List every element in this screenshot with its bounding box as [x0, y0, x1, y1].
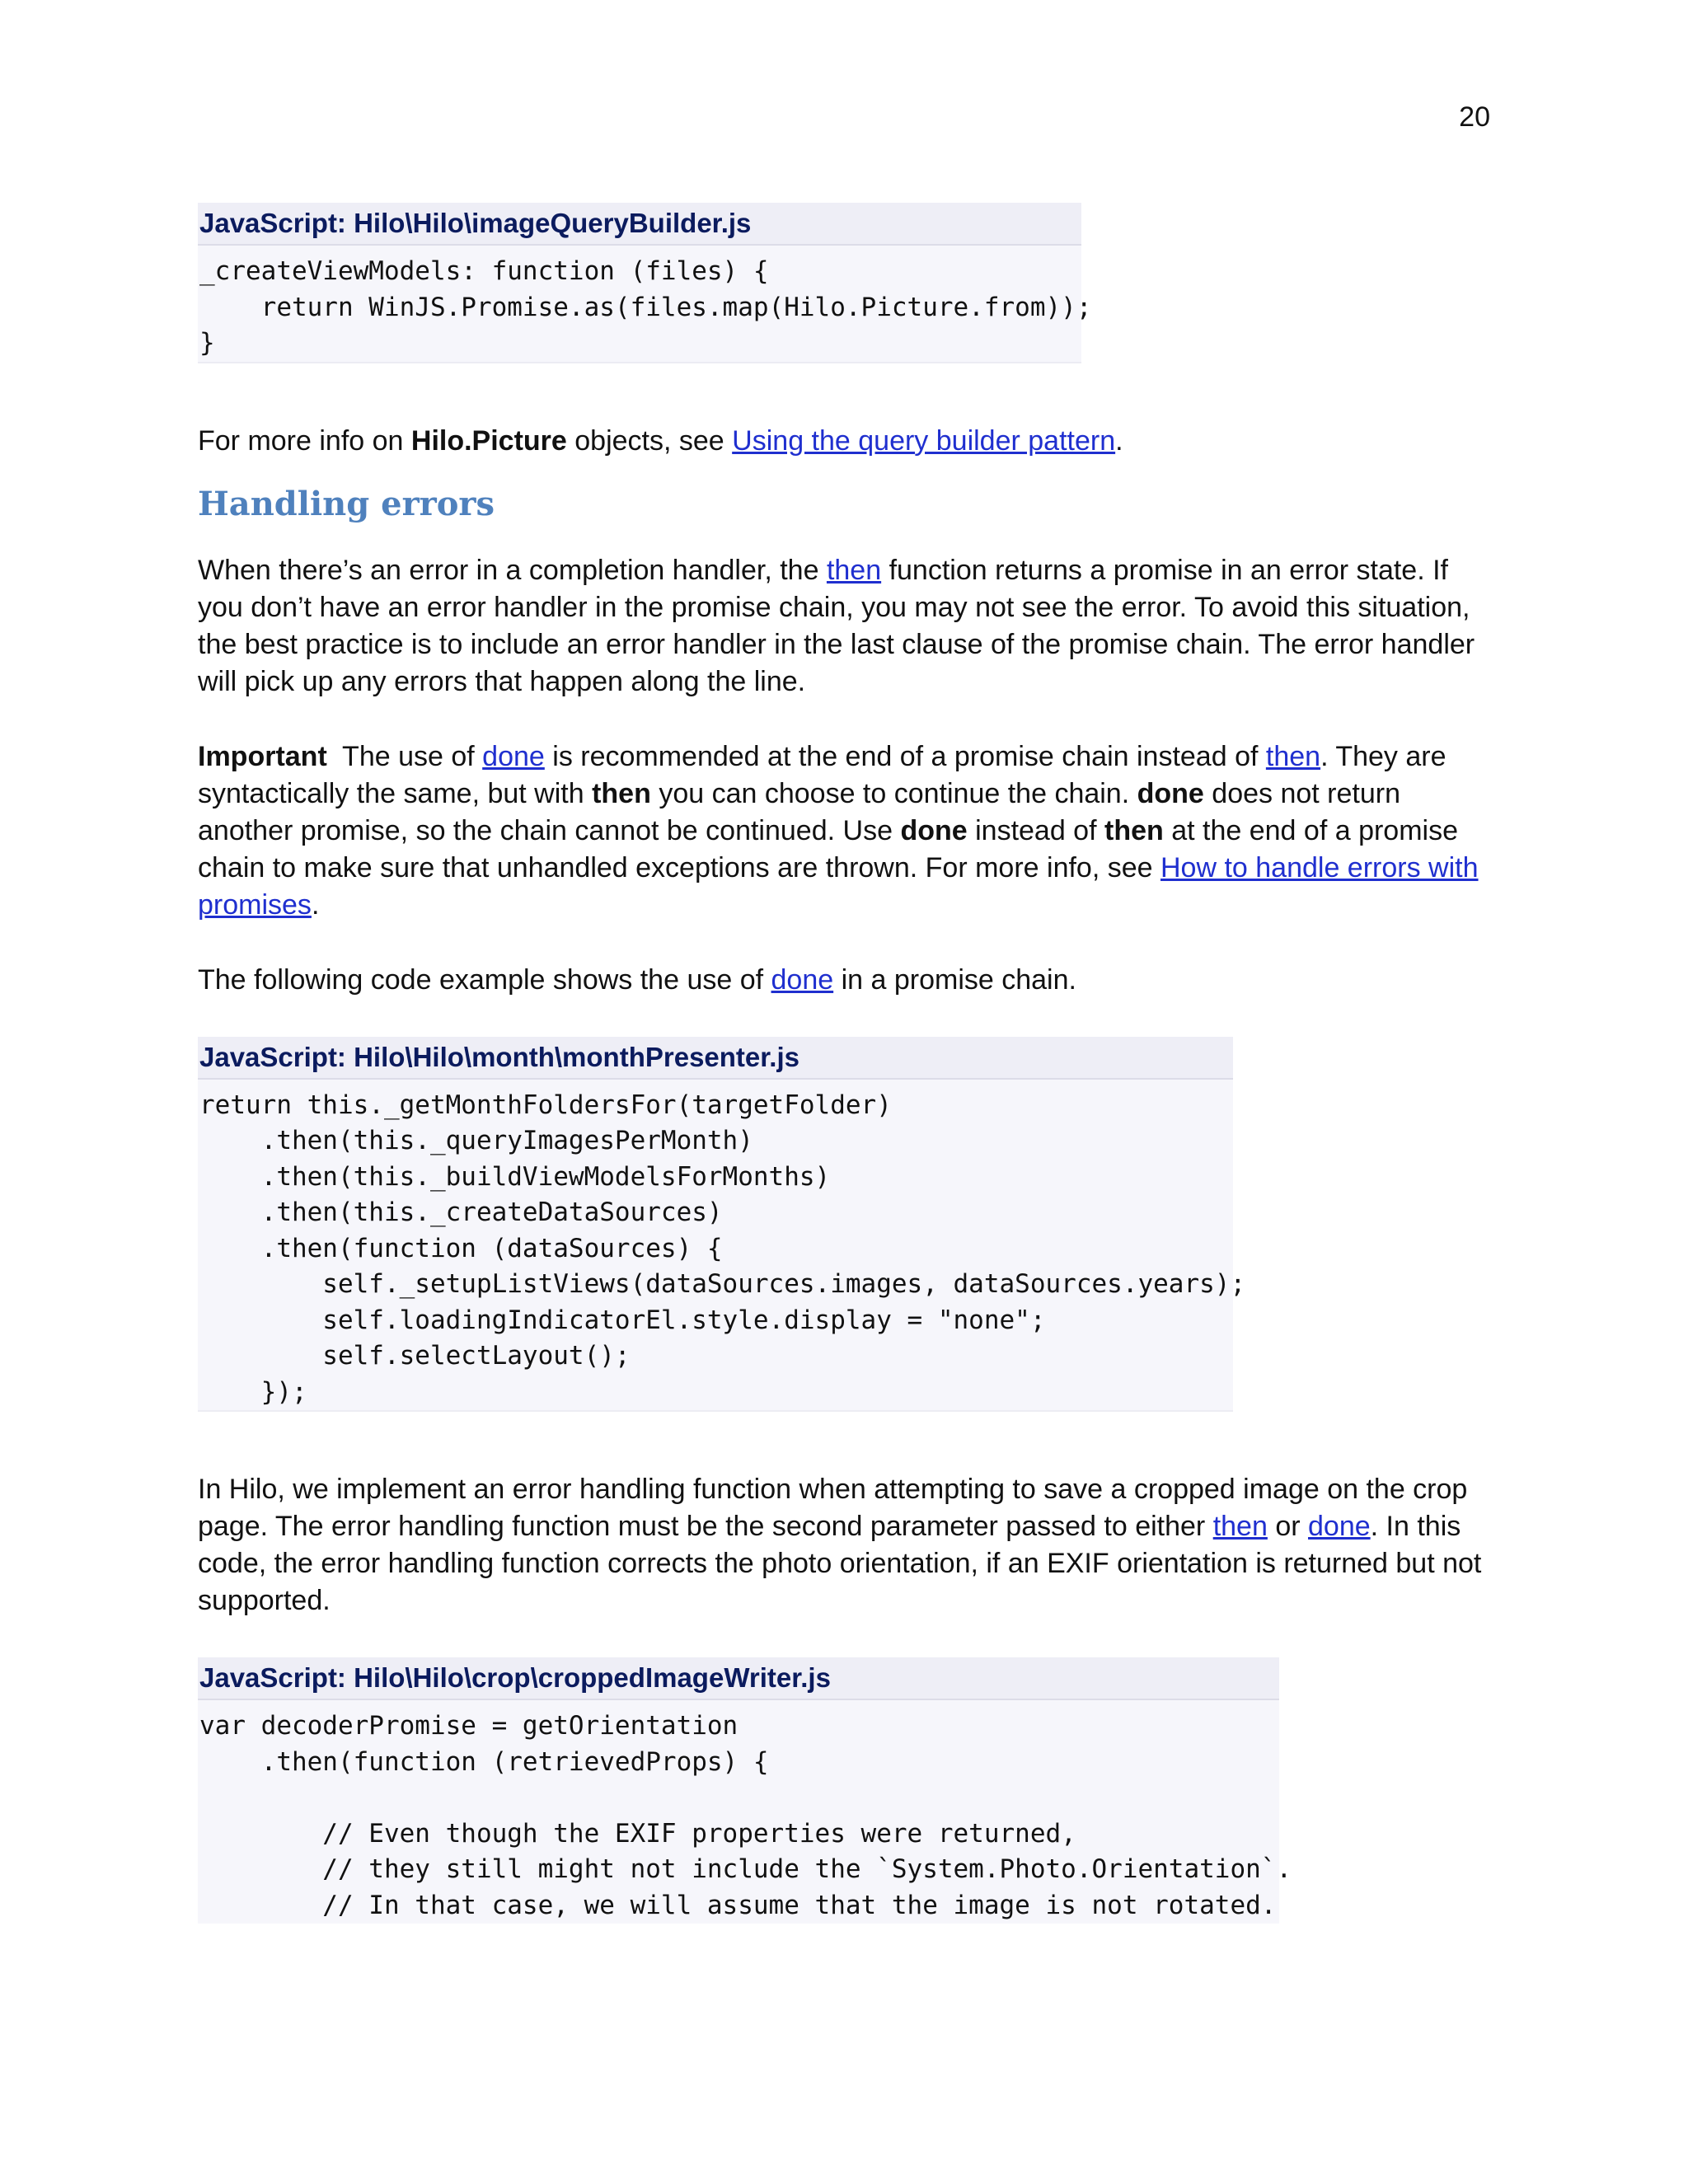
code-listing: var decoderPromise = getOrientation .then(function (retrievedProps) { // Even though the EXIF properties were returned, // they still might not include the `System.Photo.Orientation`. // In that case, we will assume that the image is not rotated. [199, 1711, 1292, 1920]
code-block-month-presenter [198, 1037, 1246, 1413]
bold-then: then [1104, 814, 1164, 846]
text: In Hilo, we implement an error handling function when attempting to save a cropped image on the crop page. The error handling function must be the second parameter passed to either [198, 1474, 1468, 1542]
text: does not return another promise, so the chain cannot be continued. Use [198, 777, 1400, 846]
paragraph-error-in-handler [198, 552, 1500, 701]
text: . [311, 888, 320, 921]
paragraph-important-note [198, 738, 1500, 924]
text: at the end of a promise chain to make sure that unhandled exceptions are thrown. For more info, see [198, 814, 1458, 883]
text: is recommended at the end of a promise chain instead of [544, 740, 1266, 772]
link-then[interactable]: then [1265, 740, 1321, 772]
bold-done: done [1137, 777, 1204, 809]
code-listing: _createViewModels: function (files) { return WinJS.Promise.as(files.map(Hilo.Picture.from)); } [198, 254, 1081, 363]
text: The following code example shows the use of [198, 963, 771, 996]
code-block-cropped-image-writer [198, 1657, 1292, 1924]
link-done[interactable]: done [482, 740, 545, 772]
page-content [198, 203, 1500, 1924]
section-heading: Handling errors [198, 484, 495, 523]
link-handle-errors-with-promises[interactable]: How to handle errors with promises [198, 851, 1479, 921]
bold-term: Hilo.Picture [410, 424, 567, 457]
link-then[interactable]: then [1212, 1511, 1268, 1542]
code-listing: return this._getMonthFoldersFor(targetFolder) .then(this._queryImagesPerMonth) .then(this._buildViewModelsForMonths) .then(this._createDataSources) .then(function (dataSources) { self._setupListViews(dataSources.images, dataSources.years); self.loadingIndicatorEl.style.display = "none"; self.selectLayout(); }); [198, 1088, 1233, 1413]
text: . [1115, 424, 1123, 457]
link-done[interactable]: done [771, 963, 834, 996]
text: you can choose to continue the chain. [650, 777, 1137, 809]
paragraph-more-info [198, 423, 1500, 460]
link-then[interactable]: then [826, 554, 882, 586]
text: For more info on [198, 424, 411, 457]
text: . They are syntactically the same, but with [198, 740, 1447, 809]
text: instead of [967, 814, 1104, 846]
text: The use of [326, 740, 483, 772]
important-label: Important [198, 740, 327, 772]
code-caption: JavaScript: Hilo\Hilo\imageQueryBuilder.js [198, 203, 1081, 246]
paragraph-error-handling-function [198, 1471, 1500, 1619]
link-query-builder-pattern[interactable]: Using the query builder pattern [732, 424, 1116, 457]
code-block-image-query-builder [198, 203, 1092, 363]
text: in a promise chain. [833, 963, 1076, 996]
bold-then: then [592, 777, 651, 809]
link-done[interactable]: done [1308, 1511, 1371, 1542]
text: . In this code, the error handling function corrects the photo orientation, if an EXIF orientation is returned but not supported. [198, 1511, 1482, 1616]
text: objects, see [566, 424, 733, 457]
code-caption: JavaScript: Hilo\Hilo\crop\croppedImageWriter.js [198, 1657, 1279, 1700]
text: or [1267, 1511, 1308, 1542]
text: When there’s an error in a completion handler, the [198, 554, 827, 586]
text: function returns a promise in an error state. If you don’t have an error handler in the promise chain, you may not see the error. To avoid this situation, the best practice is to include an error handler in the last clause of the promise chain. The error handler will pick up any errors that happen along the line. [198, 554, 1475, 697]
paragraph-code-example-intro [198, 962, 1500, 999]
code-caption: JavaScript: Hilo\Hilo\month\monthPresenter.js [198, 1037, 1233, 1080]
page-number: 20 [1459, 101, 1490, 133]
bold-done: done [900, 814, 968, 846]
